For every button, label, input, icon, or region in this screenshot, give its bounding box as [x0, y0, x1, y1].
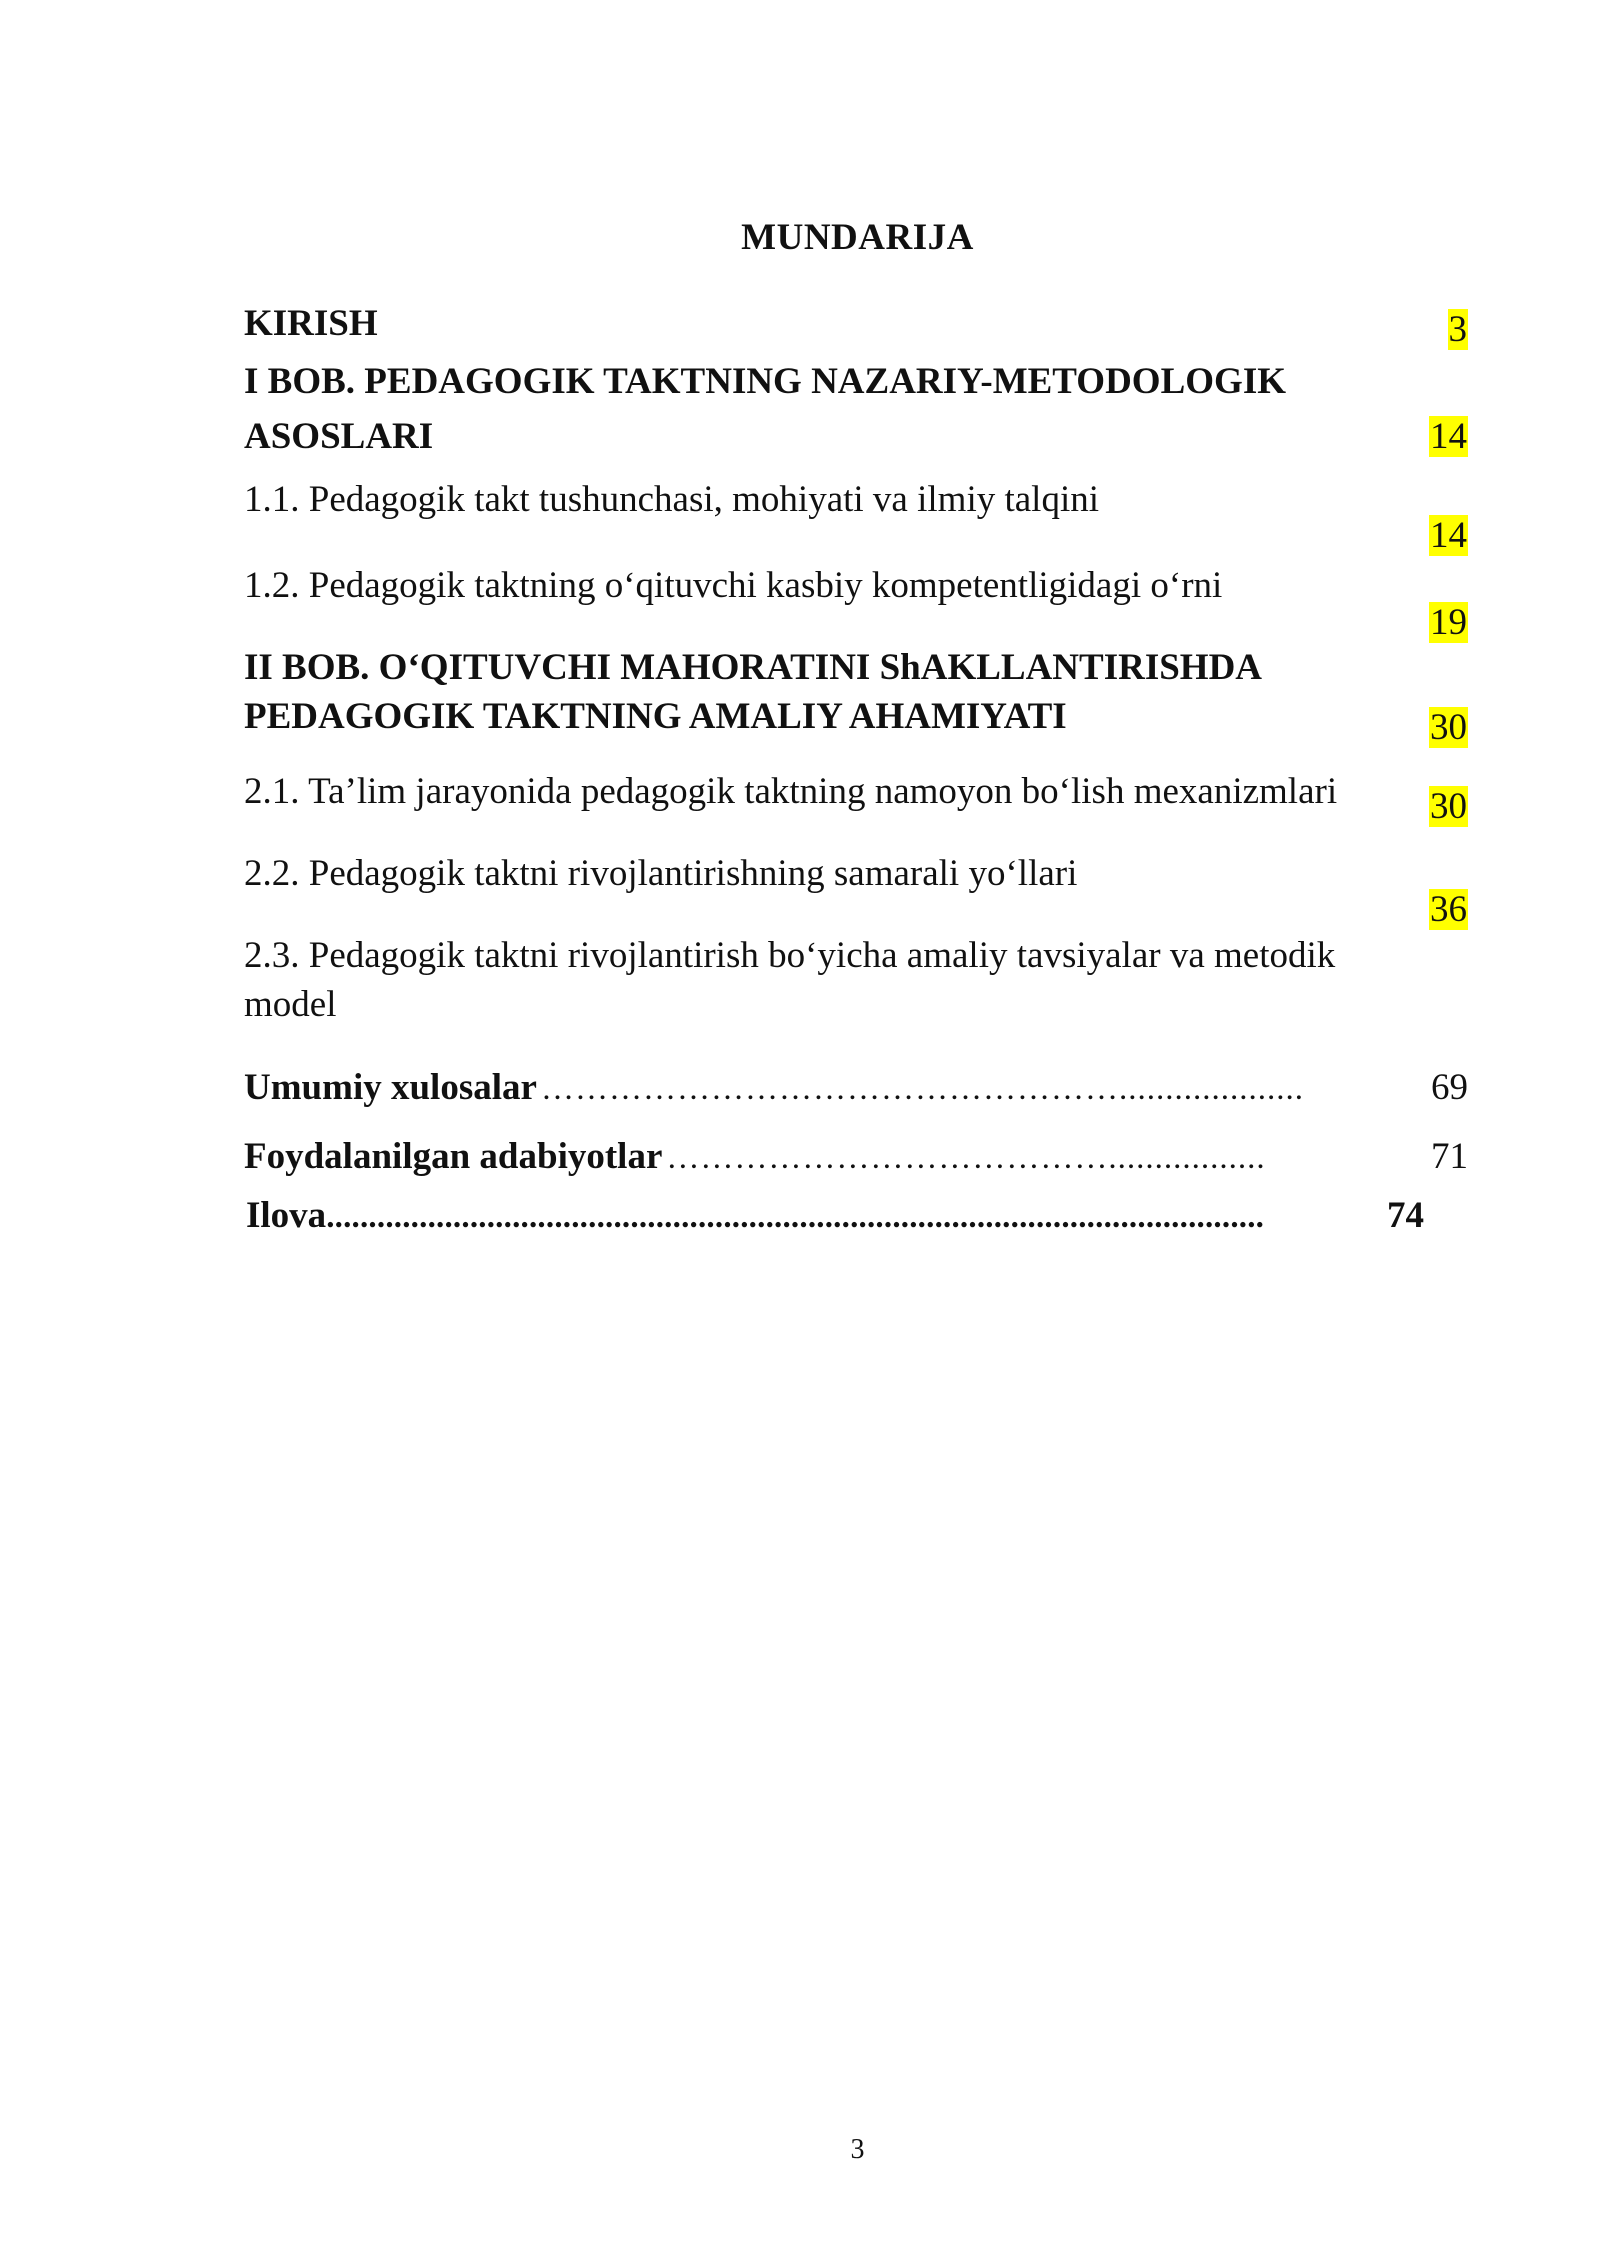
- toc-entry-chapter1-line2: ASOSLARI: [244, 416, 434, 457]
- toc-page-chapter2: 30: [1430, 707, 1467, 748]
- toc-page-appendix: 74: [1387, 1195, 1424, 1236]
- toc-entry-2-2: 2.2. Pedagogik taktni rivojlantirishning samarali yo‘llari: [244, 853, 1078, 894]
- toc-entry-2-3-line2: model: [244, 984, 337, 1025]
- toc-entry-appendix: Ilova...............................................................................................................: [246, 1195, 1265, 1236]
- toc-page-1-1: 14: [1430, 515, 1467, 556]
- toc-entry-references: Foydalanilgan adabiyotlar ………………………………….................: [244, 1136, 1266, 1177]
- toc-page-chapter1: 14: [1430, 416, 1467, 457]
- toc-entry-kirish: KIRISH: [244, 303, 378, 344]
- toc-entry-conclusions: Umumiy xulosalar ……………………………………………....................: [244, 1067, 1304, 1108]
- toc-entry-1-1: 1.1. Pedagogik takt tushunchasi, mohiyati va ilmiy talqini: [244, 479, 1100, 520]
- toc-page-2-1: 30: [1430, 786, 1467, 827]
- toc-entry-1-2: 1.2. Pedagogik taktning o‘qituvchi kasbiy kompetentligidagi o‘rni: [244, 565, 1223, 606]
- page-number: 3: [850, 2134, 865, 2165]
- toc-entry-chapter2-line2: PEDAGOGIK TAKTNING AMALIY AHAMIYATI: [244, 696, 1067, 737]
- toc-page-kirish: 3: [1448, 309, 1467, 350]
- toc-entry-chapter2-line1: II BOB. O‘QITUVCHI MAHORATINI ShAKLLANTIRISHDA: [244, 647, 1263, 688]
- toc-page-conclusions: 69: [1431, 1067, 1468, 1108]
- toc-page-2-2: 36: [1430, 889, 1467, 930]
- toc-entry-chapter1-line1: I BOB. PEDAGOGIK TAKTNING NAZARIY-METODOLOGIK: [244, 361, 1286, 402]
- toc-entry-2-1: 2.1. Ta’lim jarayonida pedagogik taktning namoyon bo‘lish mexanizmlari: [244, 771, 1338, 812]
- toc-page-references: 71: [1431, 1136, 1468, 1177]
- toc-title: MUNDARIJA: [741, 217, 974, 258]
- toc-page-1-2: 19: [1430, 602, 1467, 643]
- toc-entry-2-3-line1: 2.3. Pedagogik taktni rivojlantirish bo‘yicha amaliy tavsiyalar va metodik: [244, 935, 1336, 976]
